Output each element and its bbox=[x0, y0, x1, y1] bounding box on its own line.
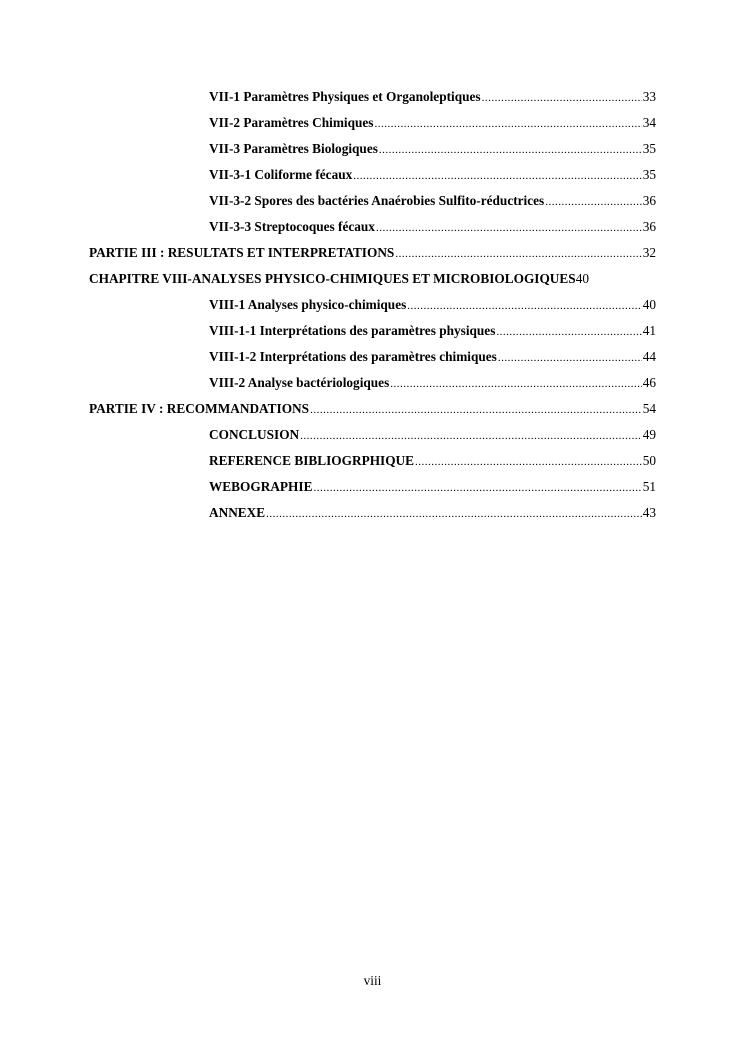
toc-entry-page: 50 bbox=[642, 453, 656, 468]
toc-entry-page: 35 bbox=[642, 141, 656, 156]
toc-leader-dots bbox=[313, 478, 641, 498]
toc-entry-page: 51 bbox=[642, 479, 656, 494]
toc-entry[interactable] bbox=[89, 503, 656, 529]
toc-leader-dots bbox=[482, 88, 642, 108]
toc-entry[interactable] bbox=[89, 425, 656, 451]
toc-entry[interactable] bbox=[89, 321, 656, 347]
toc-entry-chapter[interactable] bbox=[89, 269, 656, 295]
toc-entry-page: 34 bbox=[642, 115, 656, 130]
toc-entry-title: VII-3-2 Spores des bactéries Anaérobies Sulfito-réductrices bbox=[209, 193, 545, 208]
toc-leader-dots bbox=[545, 192, 641, 212]
toc-entry-page: 44 bbox=[642, 349, 656, 364]
toc-leader-dots bbox=[300, 426, 642, 446]
toc-entry-part[interactable] bbox=[89, 399, 656, 425]
toc-entry-page: 33 bbox=[642, 89, 656, 104]
toc-entry[interactable] bbox=[89, 165, 656, 191]
toc-entry-title: VII-3-3 Streptocoques fécaux bbox=[209, 219, 375, 234]
toc-leader-dots bbox=[407, 296, 641, 316]
toc-entry-page: 32 bbox=[642, 245, 656, 260]
toc-entry-title: REFERENCE BIBLIOGRPHIQUE bbox=[209, 453, 415, 468]
toc-entry-title: CHAPITRE VIII-ANALYSES PHYSICO-CHIMIQUES ET MICROBIOLOGIQUES bbox=[89, 271, 576, 286]
toc-entry-page: 40 bbox=[642, 297, 656, 312]
toc-entry-title: VII-1 Paramètres Physiques et Organoleptiques bbox=[209, 89, 481, 104]
toc-entry-page: 49 bbox=[642, 427, 656, 442]
toc-entry[interactable] bbox=[89, 295, 656, 321]
toc-entry-page: 40 bbox=[575, 271, 589, 286]
toc-leader-dots bbox=[498, 348, 642, 368]
toc-entry-page: 54 bbox=[642, 401, 656, 416]
toc-entry-title: VIII-1-2 Interprétations des paramètres chimiques bbox=[209, 349, 497, 364]
table-of-contents bbox=[89, 87, 656, 529]
toc-entry-title: WEBOGRAPHIE bbox=[209, 479, 313, 494]
toc-leader-dots bbox=[266, 504, 642, 524]
toc-entry[interactable] bbox=[89, 217, 656, 243]
toc-leader-dots bbox=[496, 322, 641, 342]
toc-entry-page: 36 bbox=[642, 193, 656, 208]
toc-entry[interactable] bbox=[89, 477, 656, 503]
toc-leader-dots bbox=[376, 218, 642, 238]
toc-entry-title: PARTIE III : RESULTATS ET INTERPRETATIONS bbox=[89, 245, 395, 260]
toc-leader-dots bbox=[310, 400, 642, 420]
toc-leader-dots bbox=[390, 374, 641, 394]
page-number: viii bbox=[363, 973, 382, 988]
toc-entry-title: VII-3-1 Coliforme fécaux bbox=[209, 167, 353, 182]
toc-entry-page: 41 bbox=[642, 323, 656, 338]
toc-entry[interactable] bbox=[89, 113, 656, 139]
toc-leader-dots bbox=[415, 452, 642, 472]
toc-entry[interactable] bbox=[89, 451, 656, 477]
toc-entry-page: 46 bbox=[642, 375, 656, 390]
toc-entry[interactable] bbox=[89, 373, 656, 399]
toc-entry-title: VII-3 Paramètres Biologiques bbox=[209, 141, 378, 156]
toc-entry-title: VII-2 Paramètres Chimiques bbox=[209, 115, 374, 130]
toc-leader-dots bbox=[395, 244, 641, 264]
toc-leader-dots bbox=[379, 140, 642, 160]
toc-entry-page: 36 bbox=[642, 219, 656, 234]
toc-entry-part[interactable] bbox=[89, 243, 656, 269]
toc-entry[interactable] bbox=[89, 87, 656, 113]
toc-leader-dots bbox=[353, 166, 641, 186]
toc-entry[interactable] bbox=[89, 191, 656, 217]
toc-entry-title: ANNEXE bbox=[209, 505, 266, 520]
toc-entry-title: PARTIE IV : RECOMMANDATIONS bbox=[89, 401, 310, 416]
toc-entry-title: VIII-2 Analyse bactériologiques bbox=[209, 375, 390, 390]
toc-entry[interactable] bbox=[89, 347, 656, 373]
toc-leader-dots bbox=[374, 114, 641, 134]
toc-entry-page: 43 bbox=[642, 505, 656, 520]
toc-entry-title: VIII-1-1 Interprétations des paramètres physiques bbox=[209, 323, 496, 338]
toc-entry-title: CONCLUSION bbox=[209, 427, 300, 442]
toc-entry-page: 35 bbox=[642, 167, 656, 182]
toc-entry[interactable] bbox=[89, 139, 656, 165]
toc-entry-title: VIII-1 Analyses physico-chimiques bbox=[209, 297, 407, 312]
